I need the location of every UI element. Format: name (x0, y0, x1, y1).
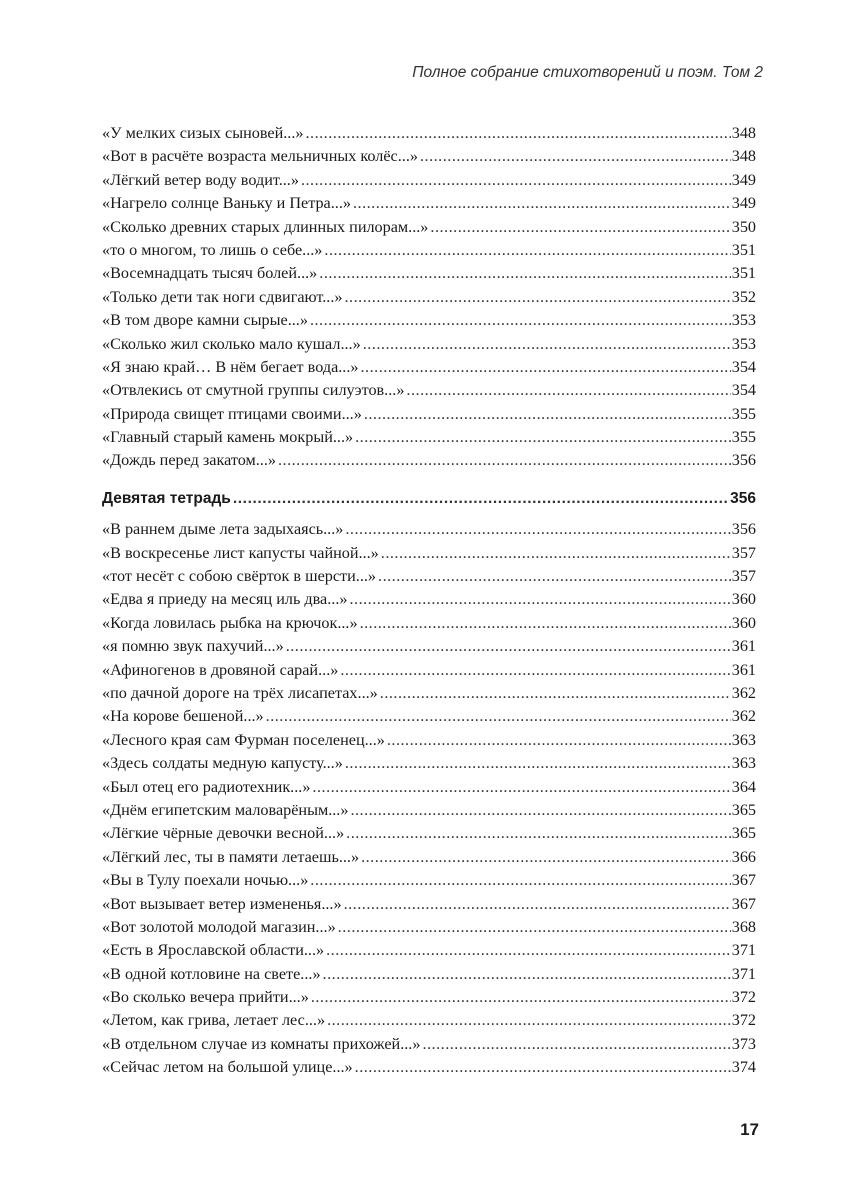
leader-dots (310, 309, 731, 332)
toc-entry[interactable] (102, 588, 756, 611)
toc-entry-title: «Сколько жил сколько мало кушал...» (102, 334, 361, 353)
leader-dots (363, 333, 731, 356)
toc-entry-page: 355 (731, 428, 756, 447)
leader-dots (326, 939, 731, 962)
leader-dots (319, 262, 730, 285)
toc-entry[interactable] (102, 333, 756, 356)
toc-entry-title: «Лёгкий ветер воду водит...» (102, 170, 299, 189)
toc-entry[interactable] (102, 403, 756, 426)
toc-entry-page: 348 (731, 147, 756, 166)
toc-entry-title: «Сейчас летом на большой улице...» (102, 1058, 353, 1077)
toc-entry[interactable] (102, 239, 756, 262)
toc-entry-title: «Отвлекись от смутной группы силуэтов...» (102, 381, 405, 400)
toc-entry[interactable] (102, 893, 756, 916)
toc-entry-title: «Вот золотой молодой магазин...» (102, 917, 336, 936)
leader-dots (345, 286, 731, 309)
leader-dots (346, 822, 731, 845)
toc-entry-page: 372 (731, 988, 756, 1007)
toc-entry-page: 353 (731, 311, 756, 330)
leader-dots (311, 986, 731, 1009)
leader-dots (324, 239, 730, 262)
toc-entry[interactable] (102, 356, 756, 379)
toc-entry[interactable] (102, 612, 756, 635)
toc-entry-page: 372 (731, 1011, 756, 1030)
toc-entry-page: 362 (731, 707, 756, 726)
leader-dots (355, 1056, 731, 1079)
leader-dots (430, 216, 730, 239)
toc-entry[interactable] (102, 682, 756, 705)
leader-dots (310, 869, 730, 892)
toc-entry-title: «тот несёт с собою свёрток в шерсти...» (102, 567, 377, 586)
toc-entry-title: «Только дети так ноги сдвигают...» (102, 287, 343, 306)
leader-dots (278, 449, 731, 472)
leader-dots (381, 542, 731, 565)
leader-dots (355, 426, 731, 449)
running-header: Полное собрание стихотворений и поэм. Том 2 (412, 64, 763, 81)
leader-dots (349, 588, 730, 611)
toc-entry-title: «Лесного края сам Фурман поселенец...» (102, 730, 385, 749)
toc-entry-title: «Во сколько вечера прийти...» (102, 988, 309, 1007)
toc-group-after (102, 518, 756, 1079)
leader-dots (387, 729, 731, 752)
toc-entry-page: 368 (731, 917, 756, 936)
toc-entry-title: «В воскресенье лист капусты чайной...» (102, 543, 379, 562)
toc-entry-page: 360 (731, 613, 756, 632)
toc-section-heading[interactable] (102, 487, 756, 510)
toc-entry-title: «Есть в Ярославской области...» (102, 941, 325, 960)
leader-dots (323, 963, 731, 986)
section-page: 356 (730, 489, 756, 507)
toc-entry[interactable] (102, 565, 756, 588)
toc-entry-title: «У мелких сизых сыновей...» (102, 124, 304, 142)
leader-dots (345, 752, 731, 775)
leader-dots (305, 122, 730, 145)
toc-entry-title: «На корове бешеной...» (102, 707, 264, 726)
leader-dots (361, 846, 731, 869)
leader-dots (340, 659, 730, 682)
leader-dots (312, 776, 730, 799)
toc-entry-title: «Лёгкие чёрные девочки весной...» (102, 824, 345, 843)
toc-entry[interactable] (102, 799, 756, 822)
toc-entry-title: «Лёгкий лес, ты в памяти летаешь...» (102, 847, 360, 866)
toc-entry-page: 356 (731, 451, 756, 470)
toc-entry-page: 354 (731, 357, 756, 376)
leader-dots (364, 403, 731, 426)
toc-entry-title: «Едва я приеду на месяц иль два...» (102, 590, 348, 609)
toc-entry[interactable] (102, 309, 756, 332)
leader-dots (422, 1033, 730, 1056)
toc-entry[interactable] (102, 846, 756, 869)
toc-entry-page: 365 (731, 824, 756, 843)
toc-entry-page: 349 (731, 194, 756, 213)
toc-entry[interactable] (102, 542, 756, 565)
toc-entry[interactable] (102, 635, 756, 658)
toc-entry-title: «В отдельном случае из комнаты прихожей...» (102, 1034, 421, 1053)
leader-dots (420, 145, 731, 168)
toc-entry-page: 352 (731, 287, 756, 306)
toc-entry-title: «то о многом, то лишь о себе...» (102, 240, 323, 259)
toc-entry-title: «Восемнадцать тысяч болей...» (102, 264, 318, 283)
toc-entry[interactable] (102, 192, 756, 215)
toc-entry[interactable] (102, 963, 756, 986)
toc-entry-title: «Дождь перед закатом...» (102, 451, 276, 470)
toc-entry[interactable] (102, 262, 756, 285)
leader-dots (380, 682, 731, 705)
toc-entry-page: 374 (731, 1058, 756, 1077)
toc-entry-page: 364 (731, 777, 756, 796)
toc-entry-title: «Вы в Тулу поехали ночью...» (102, 871, 309, 890)
leader-dots (233, 487, 729, 510)
toc-entry-title: «Летом, как грива, летает лес...» (102, 1011, 326, 1030)
toc-entry-title: «В раннем дыме лета задыхаясь...» (102, 520, 344, 539)
toc-entry-page: 363 (731, 730, 756, 749)
toc-entry-title: «Главный старый камень мокрый...» (102, 428, 354, 447)
toc-entry-page: 367 (731, 894, 756, 913)
page-number: 17 (740, 1120, 759, 1139)
toc-entry-page: 349 (731, 170, 756, 189)
toc-entry-title: «В том дворе камни сырые...» (102, 311, 308, 330)
toc-entry[interactable] (102, 1056, 756, 1079)
toc-entry-page: 357 (731, 567, 756, 586)
leader-dots (266, 705, 731, 728)
toc-entry[interactable] (102, 216, 756, 239)
toc-entry[interactable] (102, 169, 756, 192)
toc-entry-page: 371 (731, 964, 756, 983)
toc-entry-title: «Я знаю край… В нём бегает вода...» (102, 357, 359, 376)
toc-entry[interactable] (102, 449, 756, 472)
toc-entry-page: 350 (731, 217, 756, 236)
toc-entry-page: 355 (731, 404, 756, 423)
leader-dots (353, 192, 731, 215)
leader-dots (286, 635, 731, 658)
toc-entry-page: 351 (731, 264, 756, 283)
toc-entry-page: 361 (731, 637, 756, 656)
toc-entry-title: «Днём египетским маловарёным...» (102, 800, 349, 819)
leader-dots (361, 356, 731, 379)
toc-entry-page: 360 (731, 590, 756, 609)
leader-dots (301, 169, 731, 192)
leader-dots (338, 916, 731, 939)
leader-dots (406, 379, 730, 402)
toc-entry-page: 351 (731, 240, 756, 259)
toc-entry[interactable] (102, 916, 756, 939)
toc-entry-page: 373 (731, 1034, 756, 1053)
leader-dots (327, 1009, 731, 1032)
toc-entry-page: 365 (731, 800, 756, 819)
leader-dots (378, 565, 731, 588)
toc-entry-title: «Сколько древних старых длинных пилорам...» (102, 217, 429, 236)
leader-dots (360, 612, 731, 635)
toc-entry-title: «Афиногенов в дровяной сарай...» (102, 660, 339, 679)
toc-entry-page: 353 (731, 334, 756, 353)
toc-entry[interactable] (102, 822, 756, 845)
toc-entry[interactable] (102, 705, 756, 728)
toc-entry-title: «я помню звук пахучий...» (102, 637, 284, 656)
toc-entry-title: «Был отец его радиотехник...» (102, 777, 311, 796)
toc-entry-page: 366 (731, 847, 756, 866)
toc-entry[interactable] (102, 145, 756, 168)
toc-entry-title: «по дачной дороге на трёх лисапетах...» (102, 683, 378, 702)
toc-entry-title: «Вот вызывает ветер измененья...» (102, 894, 342, 913)
toc-entry[interactable] (102, 1033, 756, 1056)
toc-entry[interactable] (102, 729, 756, 752)
leader-dots (350, 799, 730, 822)
toc-entry[interactable] (102, 939, 756, 962)
toc-group-before (102, 122, 756, 473)
toc-entry-page: 362 (731, 683, 756, 702)
toc-entry-page: 371 (731, 941, 756, 960)
toc-entry-title: «В одной котловине на свете...» (102, 964, 321, 983)
toc-entry-page: 357 (731, 543, 756, 562)
toc-entry[interactable] (102, 518, 756, 541)
toc-entry[interactable] (102, 426, 756, 449)
toc-entry-title: «Природа свищет птицами своими...» (102, 404, 362, 423)
leader-dots (344, 893, 731, 916)
toc-entry[interactable] (102, 659, 756, 682)
table-of-contents (102, 122, 756, 1080)
toc-entry[interactable] (102, 379, 756, 402)
toc-entry[interactable] (102, 776, 756, 799)
toc-entry[interactable] (102, 986, 756, 1009)
toc-entry[interactable] (102, 752, 756, 775)
toc-entry-page: 367 (731, 871, 756, 890)
toc-entry-title: «Вот в расчёте возраста мельничных колёс...» (102, 147, 418, 166)
toc-entry-title: «Когда ловилась рыбка на крючок...» (102, 613, 358, 632)
toc-entry-title: «Здесь солдаты медную капусту...» (102, 754, 343, 773)
section-title: Девятая тетрадь (102, 489, 231, 507)
toc-entry-page: 363 (731, 754, 756, 773)
leader-dots (345, 518, 730, 541)
toc-entry[interactable] (102, 1009, 756, 1032)
toc-entry[interactable] (102, 869, 756, 892)
toc-entry-page: 356 (731, 520, 756, 539)
toc-entry-page: 361 (731, 660, 756, 679)
toc-entry-title: «Нагрело солнце Ваньку и Петра...» (102, 194, 351, 213)
toc-entry[interactable] (102, 122, 756, 145)
toc-entry-page: 354 (731, 381, 756, 400)
toc-entry-page: 348 (731, 124, 756, 142)
toc-entry[interactable] (102, 286, 756, 309)
